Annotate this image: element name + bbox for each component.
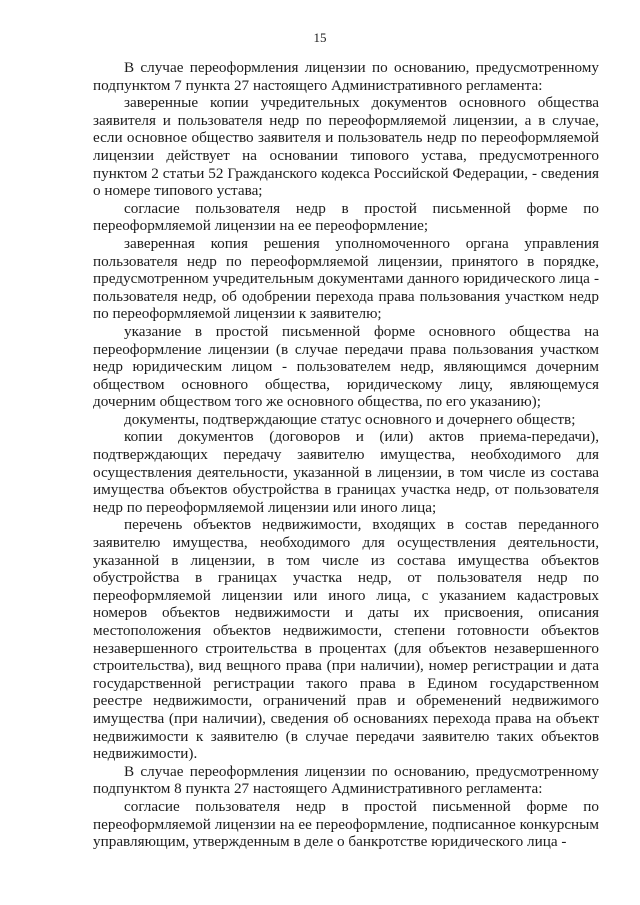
- paragraph-management-decision: заверенная копия решения уполномоченного органа управления пользователя недр по переоформляемой лицензии, принятого в порядке, предусмотренном учредительным документами данного юридического лица - пользователя недр, об одобрении перехода права пользования участком недр по переоформляемой лицензии к заявителю;: [93, 234, 599, 323]
- paragraph-bankruptcy-consent: согласие пользователя недр в простой письменной форме по переоформляемой лицензии на ее переоформление, подписанное конкурсным управляющим, утвержденным в деле о банкротстве юридического лица -: [93, 797, 599, 851]
- paragraph-status-documents: документы, подтверждающие статус основного и дочернего обществ;: [124, 410, 576, 428]
- paragraph-transfer-documents: копии документов (договоров и (или) актов приема-передачи), подтверждающих передачу заявителю имущества, необходимого для осуществления деятельности, указанной в лицензии, в том числе из состава имущества объектов обустройства в границах участка недр, от пользователя недр по переоформляемой лицензии или иного лица;: [93, 428, 599, 516]
- paragraph-real-estate-list: перечень объектов недвижимости, входящих в состав переданного заявителю имущества, необходимого для осуществления деятельности, указанной в лицензии, в том числе из состава имущества объектов обустройства в границах участка недр, от пользователя недр по переоформляемой лицензии или иного лица, с указанием кадастровых номеров объектов недвижимости и даты их присвоения, описания местоположения объектов недвижимости, степени готовности объектов незавершенного строительства в процентах (для объектов незавершенного строительства), вид вещного права (при наличии), номер регистрации и дата государственной регистрации такого права в Едином государственном реестре недвижимости, ограничений прав и обременений недвижимого имущества (при наличии), сведения об основаниях перехода права на объект недвижимости к заявителю (в случае передачи заявителю таких объектов недвижимости).: [93, 516, 599, 763]
- document-body: [93, 59, 599, 851]
- paragraph-case-8-intro: В случае переоформления лицензии по основанию, предусмотренному подпунктом 8 пункта 27 настоящего Административного регламента:: [93, 762, 599, 798]
- page-number: 15: [313, 30, 327, 45]
- paragraph-founding-documents: заверенные копии учредительных документов основного общества заявителя и пользователя недр по переоформляемой лицензии, а в случае, если основное общество заявителя и пользователь недр по переоформляемой лицензии действует на основании типового устава, предусмотренного пунктом 2 статьи 52 Гражданского кодекса Российской Федерации, - сведения о номере типового устава;: [93, 94, 599, 200]
- paragraph-parent-instruction: указание в простой письменной форме основного общества на переоформление лицензии (в случае передачи права пользования участком недр юридическим лицом - пользователем недр, являющимся дочерним обществом основного общества, юридическому лицу, являющемуся дочерним обществом того же основного общества, по его указанию);: [93, 322, 599, 411]
- paragraph-case-7-intro: В случае переоформления лицензии по основанию, предусмотренному подпунктом 7 пункта 27 настоящего Административного регламента:: [93, 59, 599, 94]
- paragraph-user-consent: согласие пользователя недр в простой письменной форме по переоформляемой лицензии на ее переоформление;: [93, 199, 599, 235]
